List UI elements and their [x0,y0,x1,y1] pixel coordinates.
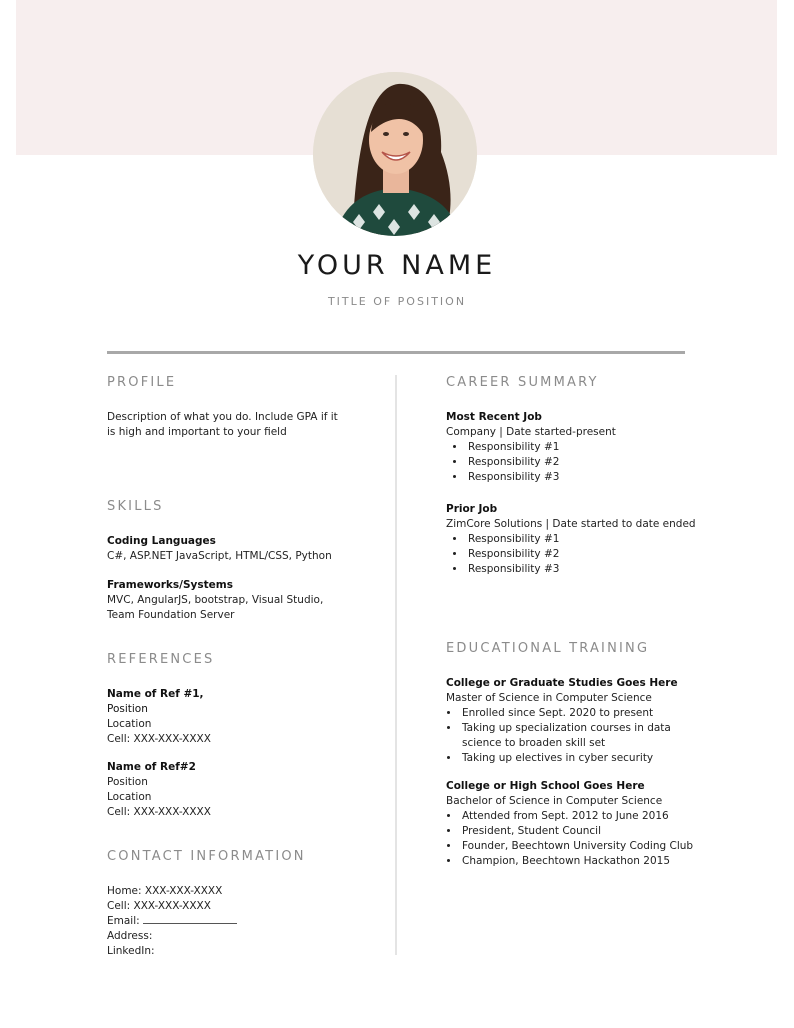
reference-name: Name of Ref#2 [107,761,196,773]
contact-email-row [107,914,377,929]
reference-name: Name of Ref #1, [107,688,204,700]
education-list [446,706,676,766]
job-company: Company | Date started-present [446,426,616,438]
responsibility-item: • Responsibility #2 [466,455,746,470]
responsibility-item: • Responsibility #2 [466,547,746,562]
profile-text: Description of what you do. Include GPA if it is high and important to your field [107,411,338,438]
skill-group-title: Coding Languages [107,535,216,547]
skills-group [107,578,377,623]
skill-group-title: Frameworks/Systems [107,579,233,591]
education-entry [446,779,746,869]
career-heading: CAREER SUMMARY [446,375,599,390]
responsibility-list [446,532,746,577]
education-heading: EDUCATIONAL TRAINING [446,641,650,656]
contact-email-label: Email: [107,915,140,927]
contact-address: Address: [107,930,153,942]
responsibility-item: • Responsibility #3 [466,562,746,577]
header-divider [107,351,685,354]
education-item: • Taking up electives in cyber security [460,751,676,766]
responsibility-item: • Responsibility #1 [466,532,746,547]
references-heading: REFERENCES [107,652,215,667]
job-entry [446,410,746,485]
skills-heading: SKILLS [107,499,164,514]
education-item: • Enrolled since Sept. 2020 to present [460,706,676,721]
school-degree: Bachelor of Science in Computer Science [446,795,663,807]
contact-cell: Cell: XXX-XXX-XXXX [107,900,211,912]
reference-cell: Cell: XXX-XXX-XXXX [107,806,211,818]
contact-home: Home: XXX-XXX-XXXX [107,885,223,897]
job-company: ZimCore Solutions | Date started to date ended [446,518,696,530]
education-item: • President, Student Council [460,824,746,839]
reference-position: Position [107,703,148,715]
skills-group [107,534,377,564]
reference-cell: Cell: XXX-XXX-XXXX [107,733,211,745]
job-title: Most Recent Job [446,411,542,423]
profile-heading: PROFILE [107,375,177,390]
contact-info [107,884,377,959]
education-item: • Attended from Sept. 2012 to June 2016 [460,809,746,824]
column-divider [395,375,397,955]
education-item: • Founder, Beechtown University Coding Club [460,839,746,854]
skill-line: MVC, AngularJS, bootstrap, Visual Studio, [107,594,324,606]
email-blank-line [143,914,237,924]
school-title: College or Graduate Studies Goes Here [446,677,678,689]
job-title: Prior Job [446,503,498,515]
reference-location: Location [107,718,152,730]
reference-item [107,687,377,747]
responsibility-item: • Responsibility #3 [466,470,746,485]
portrait-image [313,72,477,236]
contact-linkedin: LinkedIn: [107,945,155,957]
contact-heading: CONTACT INFORMATION [107,849,306,864]
education-item: • Champion, Beechtown Hackathon 2015 [460,854,746,869]
skill-line: Team Foundation Server [107,609,235,621]
school-title: College or High School Goes Here [446,780,645,792]
reference-location: Location [107,791,152,803]
candidate-name: YOUR NAME [297,250,497,281]
job-entry [446,502,746,577]
reference-position: Position [107,776,148,788]
education-item: • Taking up specialization courses in data science to broaden skill set [460,721,676,751]
profile-photo [313,72,477,236]
responsibility-list [446,440,746,485]
skill-line: C#, ASP.NET JavaScript, HTML/CSS, Python [107,550,332,562]
education-entry [446,676,676,766]
school-degree: Master of Science in Computer Science [446,692,652,704]
reference-item [107,760,377,820]
education-list [446,809,746,869]
responsibility-item: • Responsibility #1 [466,440,746,455]
position-title: TITLE OF POSITION [327,295,467,308]
